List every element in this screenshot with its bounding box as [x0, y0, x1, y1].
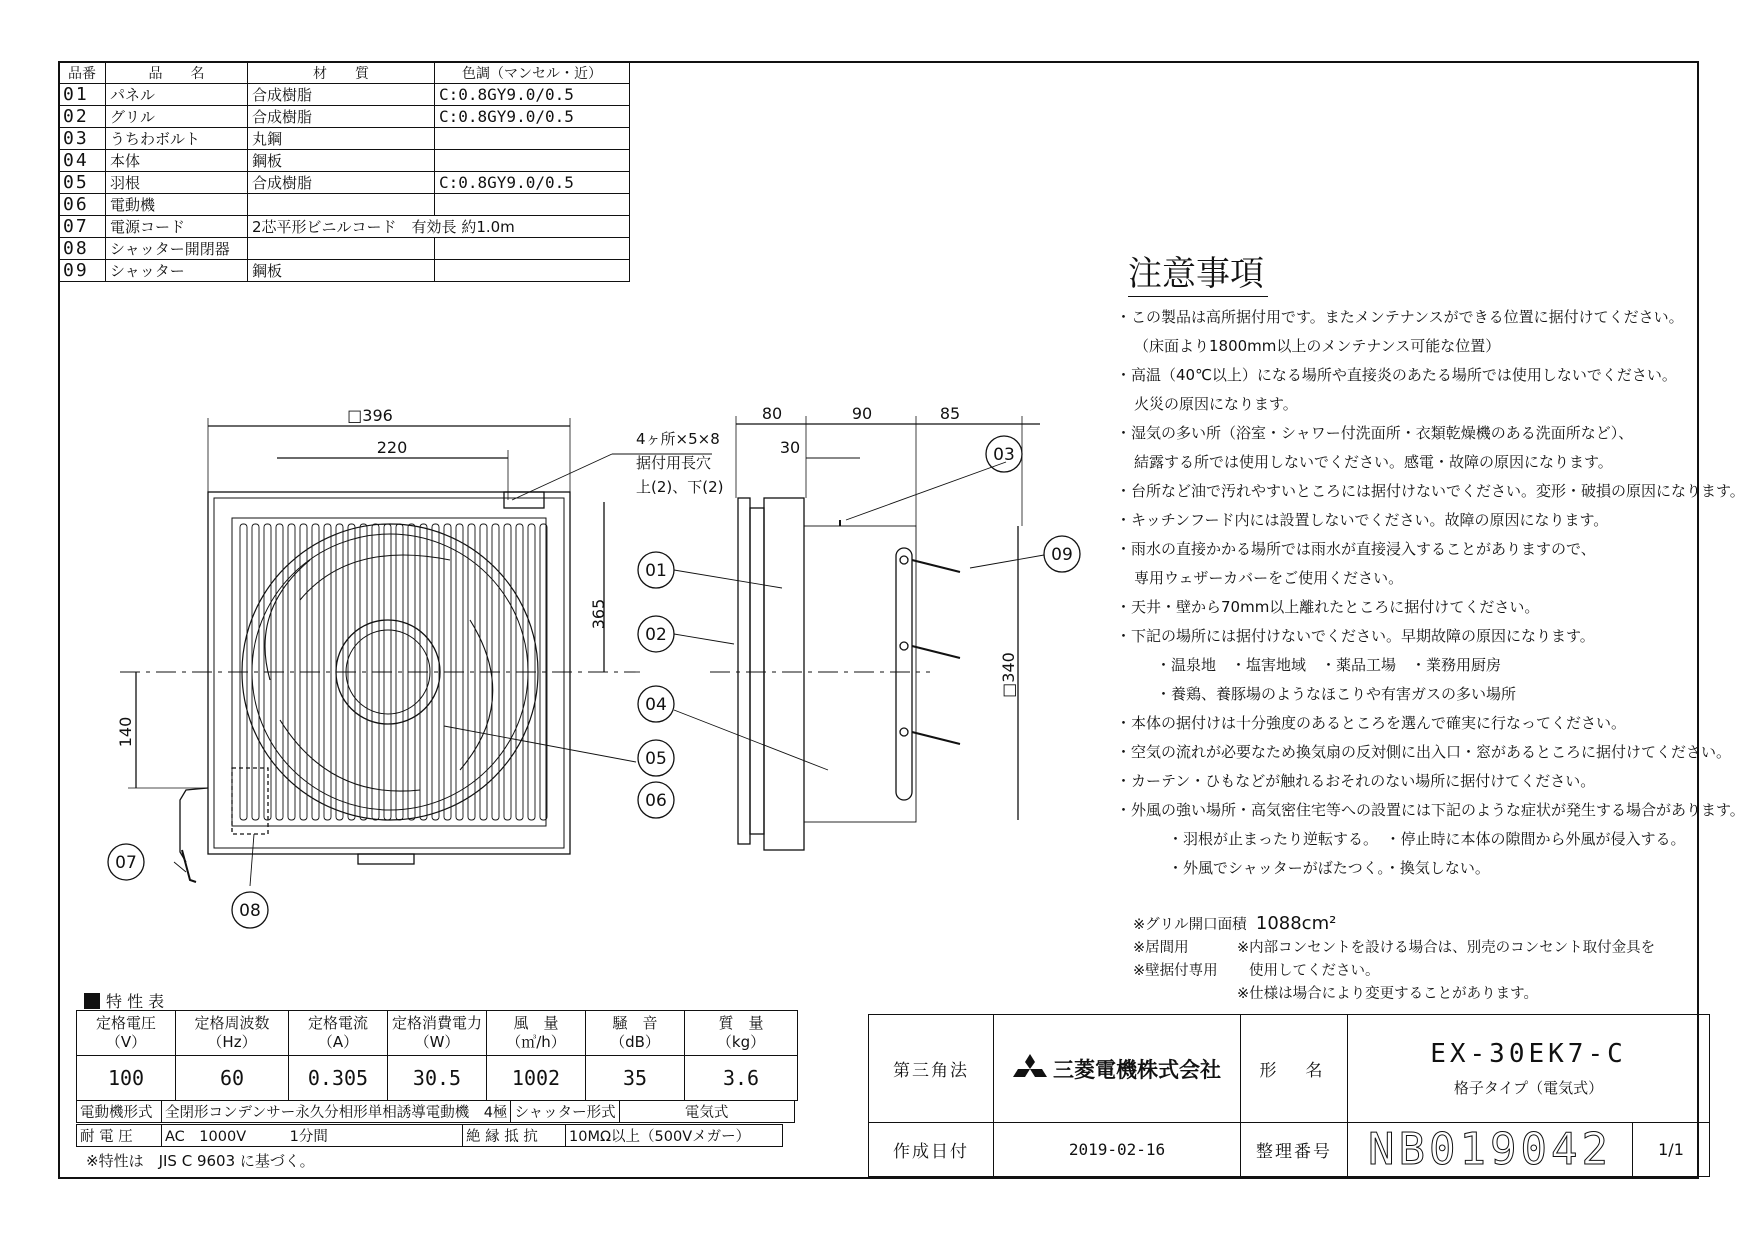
caution-line: ・キッチンフード内には設置しないでください。故障の原因になります。	[1116, 511, 1609, 529]
caution-line: ・外風の強い場所・高気密住宅等への設置には下記のような症状が発生する場合があります。	[1116, 801, 1745, 819]
spec-header-name: 定格消費電力	[391, 1014, 482, 1032]
caution-line: ・本体の据付けは十分強度のあるところを選んで確実に行なってください。	[1116, 714, 1627, 732]
spec-header-name: 風 量	[513, 1014, 559, 1032]
callout-05: 05	[645, 749, 667, 769]
parts-cell-material: 丸鋼	[248, 128, 435, 150]
outlet-note-2: 使用してください。	[1249, 963, 1380, 979]
dim-396-text: □396	[347, 406, 393, 425]
parts-cell-no: 05	[59, 172, 106, 194]
wall-note: ※壁据付専用	[1133, 963, 1218, 979]
parts-cell-name: 羽根	[106, 172, 248, 194]
dim-90-text: 90	[851, 404, 873, 423]
dim-365-text: 365	[589, 598, 608, 630]
dim-80-text: 80	[761, 404, 783, 423]
shutter-pivot-2	[900, 642, 908, 650]
grill-bars	[240, 524, 547, 820]
spec-header-name: 騒 音	[612, 1014, 658, 1032]
dim-220-text: 220	[376, 438, 408, 457]
caution-line: ・下記の場所には据付けないでください。早期故障の原因になります。	[1116, 627, 1595, 645]
spec-header-cell	[685, 1011, 798, 1056]
spec-header-unit: （㎥/h）	[506, 1033, 566, 1051]
parts-header-material: 材 質	[248, 62, 435, 84]
spec-header-unit: （V）	[105, 1033, 147, 1051]
spec-note: ※特性は JIS C 9603 に基づく。	[86, 1152, 315, 1170]
caution-title: 注意事項	[1128, 252, 1268, 297]
caution-line: ・高温（40℃以上）になる場所や直接炎のあたる場所では使用しないでください。	[1116, 366, 1677, 384]
callout-08: 08	[239, 901, 261, 921]
withstand-value: AC 1000V 1分間	[162, 1125, 463, 1147]
parts-cell-no: 06	[59, 194, 106, 216]
caution-line: ・外風でシャッターがばたつく。・換気しない。	[1168, 859, 1490, 877]
parts-cell-name: パネル	[106, 84, 248, 106]
spec-table	[76, 1010, 798, 1101]
spec-value-cell: 35	[586, 1056, 685, 1101]
front-panel-inner	[214, 498, 564, 848]
square-icon	[84, 993, 100, 1009]
parts-cell-no: 08	[59, 238, 106, 260]
doc-number: NB019042	[1368, 1124, 1612, 1175]
spec-value-row	[77, 1056, 798, 1101]
side-body	[764, 498, 804, 850]
parts-cell-no: 01	[59, 84, 106, 106]
bottom-tab	[358, 854, 414, 864]
parts-cell-material: 合成樹脂	[248, 106, 435, 128]
caution-line: ・温泉地 ・塩害地域 ・薬品工場 ・業務用厨房	[1156, 656, 1502, 674]
parts-header-no: 品番	[59, 62, 106, 84]
model-number: EX-30EK7-C	[1430, 1039, 1627, 1069]
parts-cell-name: グリル	[106, 106, 248, 128]
model-label: 形 名	[1241, 1015, 1348, 1123]
title-block	[868, 1014, 1710, 1177]
power-plug	[182, 850, 196, 882]
parts-cell-name: 電動機	[106, 194, 248, 216]
caution-line: ・養鶏、養豚場のようなほこりや有害ガスの多い場所	[1156, 685, 1517, 703]
spec-header-unit: （kg）	[716, 1033, 766, 1051]
hole-note-3: 上(2)、下(2)	[636, 478, 724, 496]
parts-cell-name: 本体	[106, 150, 248, 172]
date-value: 2019-02-16	[994, 1123, 1241, 1177]
spec-header-unit: （W）	[414, 1033, 460, 1051]
parts-cell-no: 09	[59, 260, 106, 282]
model-sub: 格子タイプ（電気式）	[1453, 1079, 1604, 1097]
parts-cell-color: C:0.8GY9.0/0.5	[435, 172, 630, 194]
spec-value-cell: 3.6	[685, 1056, 798, 1101]
caution-line: ・空気の流れが必要なため換気扇の反対側に出入口・窓があるところに据付けてください。	[1116, 743, 1732, 761]
spec-header-name: 定格周波数	[194, 1014, 270, 1032]
dim-340-text: □340	[999, 652, 1018, 698]
callout-02: 02	[645, 625, 667, 645]
callout-09: 09	[1051, 545, 1073, 565]
caution-line: ・この製品は高所据付用です。またメンテナンスができる位置に据付けてください。	[1116, 308, 1684, 326]
spec-header-cell	[487, 1011, 586, 1056]
company-name: 三菱電機株式会社	[1053, 1057, 1221, 1082]
mitsubishi-logo-icon	[1013, 1054, 1047, 1084]
spec-header-name: 質 量	[718, 1014, 764, 1032]
docno-label: 整理番号	[1241, 1123, 1348, 1177]
spec-detail-table	[76, 1100, 795, 1123]
caution-line: （床面より1800mm以上のメンテナンス可能な位置）	[1134, 337, 1501, 355]
shutter-pivot-3	[900, 728, 908, 736]
callout-07: 07	[115, 853, 137, 873]
dim-30-text: 30	[779, 438, 801, 457]
side-grill	[750, 508, 764, 834]
side-panel	[738, 498, 750, 844]
caution-notes	[1116, 252, 1745, 883]
parts-cell-material: 2芯平形ビニルコード 有効長 約1.0m	[248, 216, 630, 238]
callout-03: 03	[993, 445, 1015, 465]
power-cord	[180, 788, 208, 862]
caution-line: ・天井・壁から70mm以上離れたところに据付けてください。	[1116, 598, 1540, 616]
parts-cell-material: 合成樹脂	[248, 172, 435, 194]
caution-line: ・羽根が止まったり逆転する。 ・停止時に本体の隙間から外風が侵入する。	[1168, 830, 1686, 848]
caution-line: 結露する所では使用しないでください。感電・故障の原因になります。	[1134, 453, 1613, 471]
hole-leader	[512, 454, 612, 500]
spec-header-unit: （Hz）	[207, 1033, 257, 1051]
outlet-note-1: ※内部コンセントを設ける場合は、別売のコンセント取付金具を	[1237, 940, 1656, 956]
spec-header-unit: （A）	[317, 1033, 359, 1051]
parts-cell-no: 02	[59, 106, 106, 128]
parts-cell-name: シャッター	[106, 260, 248, 282]
hole-note-1: 4ヶ所×5×8	[636, 430, 720, 448]
spec-value-cell: 100	[77, 1056, 176, 1101]
spec-value-cell: 30.5	[388, 1056, 487, 1101]
parts-cell-material: 合成樹脂	[248, 84, 435, 106]
parts-cell-material: 鋼板	[248, 260, 435, 282]
model-cell	[1348, 1015, 1710, 1123]
parts-cell-name: うちわボルト	[106, 128, 248, 150]
spec-header-cell	[176, 1011, 289, 1056]
spec-value-cell: 60	[176, 1056, 289, 1101]
spec-change-note: ※仕様は場合により変更することがあります。	[1237, 986, 1538, 1002]
caution-line: ・カーテン・ひもなどが触れるおそれのない場所に据付けてください。	[1116, 772, 1596, 790]
parts-cell-material: 鋼板	[248, 150, 435, 172]
dim-140-text: 140	[116, 716, 135, 748]
grill-area-label: ※グリル開口面積	[1133, 917, 1247, 933]
spec-header-name: 定格電流	[307, 1014, 368, 1032]
callout-01: 01	[645, 561, 667, 581]
spec-header-cell	[388, 1011, 487, 1056]
extra-notes	[1133, 912, 1655, 1006]
withstand-label: 耐 電 圧	[77, 1125, 162, 1147]
spec-header-row	[77, 1011, 798, 1056]
parts-cell-name: シャッター開閉器	[106, 238, 248, 260]
parts-cell-no: 07	[59, 216, 106, 238]
shutter-pivot-1	[900, 556, 908, 564]
company-cell	[994, 1015, 1241, 1123]
shutter-opener-box	[232, 768, 268, 834]
spec-value-cell: 1002	[487, 1056, 586, 1101]
insulation-label: 絶 縁 抵 抗	[463, 1125, 566, 1147]
parts-header-color: 色調（マンセル・近）	[435, 62, 630, 84]
shutter-blades	[912, 560, 960, 744]
spec-header-cell	[289, 1011, 388, 1056]
spec-header-name: 定格電圧	[95, 1014, 156, 1032]
caution-lines	[1116, 303, 1745, 883]
caution-line: 火災の原因になります。	[1134, 395, 1298, 413]
parts-cell-no: 03	[59, 128, 106, 150]
shutter-value: 電気式	[619, 1101, 794, 1123]
shutter-frame	[896, 548, 912, 800]
spec-header-cell	[586, 1011, 685, 1056]
caution-line: ・湿気の多い所（浴室・シャワー付洗面所・衣類乾燥機のある洗面所など）、	[1116, 424, 1634, 442]
docno-cell	[1348, 1123, 1633, 1177]
grill-area-value: 1088cm²	[1255, 913, 1337, 934]
callout-04: 04	[645, 695, 667, 715]
date-label: 作成日付	[869, 1123, 994, 1177]
spec-header-cell	[77, 1011, 176, 1056]
projection-label: 第三角法	[869, 1015, 994, 1123]
dim-85-text: 85	[939, 404, 961, 423]
parts-cell-name: 電源コード	[106, 216, 248, 238]
spec-header-unit: （dB）	[610, 1033, 660, 1051]
spec-detail-table-2	[76, 1124, 783, 1147]
caution-line: ・台所など油で汚れやすいところには据付けないでください。変形・破損の原因になります。	[1116, 482, 1745, 500]
side-sleeve	[804, 526, 916, 822]
shutter-label: シャッター形式	[511, 1101, 619, 1123]
parts-cell-color: C:0.8GY9.0/0.5	[435, 84, 630, 106]
insulation-value: 10MΩ以上（500Vメガー）	[566, 1125, 783, 1147]
callout-06: 06	[645, 791, 667, 811]
parts-cell-no: 04	[59, 150, 106, 172]
hole-note-2: 据付用長穴	[636, 454, 712, 472]
caution-line: 専用ウェザーカバーをご使用ください。	[1134, 569, 1404, 587]
parts-cell-color: C:0.8GY9.0/0.5	[435, 106, 630, 128]
caution-line: ・雨水の直接かかる場所では雨水が直接浸入することがありますので、	[1116, 540, 1596, 558]
motor-label: 電動機形式	[77, 1101, 162, 1123]
motor-value: 全閉形コンデンサー永久分相形単相誘導電動機 4極	[162, 1101, 511, 1123]
parts-header-name: 品 名	[106, 62, 248, 84]
spec-title: 特 性 表	[84, 989, 164, 1012]
sheet-number: 1/1	[1633, 1123, 1710, 1177]
living-note: ※居間用	[1133, 940, 1189, 956]
spec-value-cell: 0.305	[289, 1056, 388, 1101]
